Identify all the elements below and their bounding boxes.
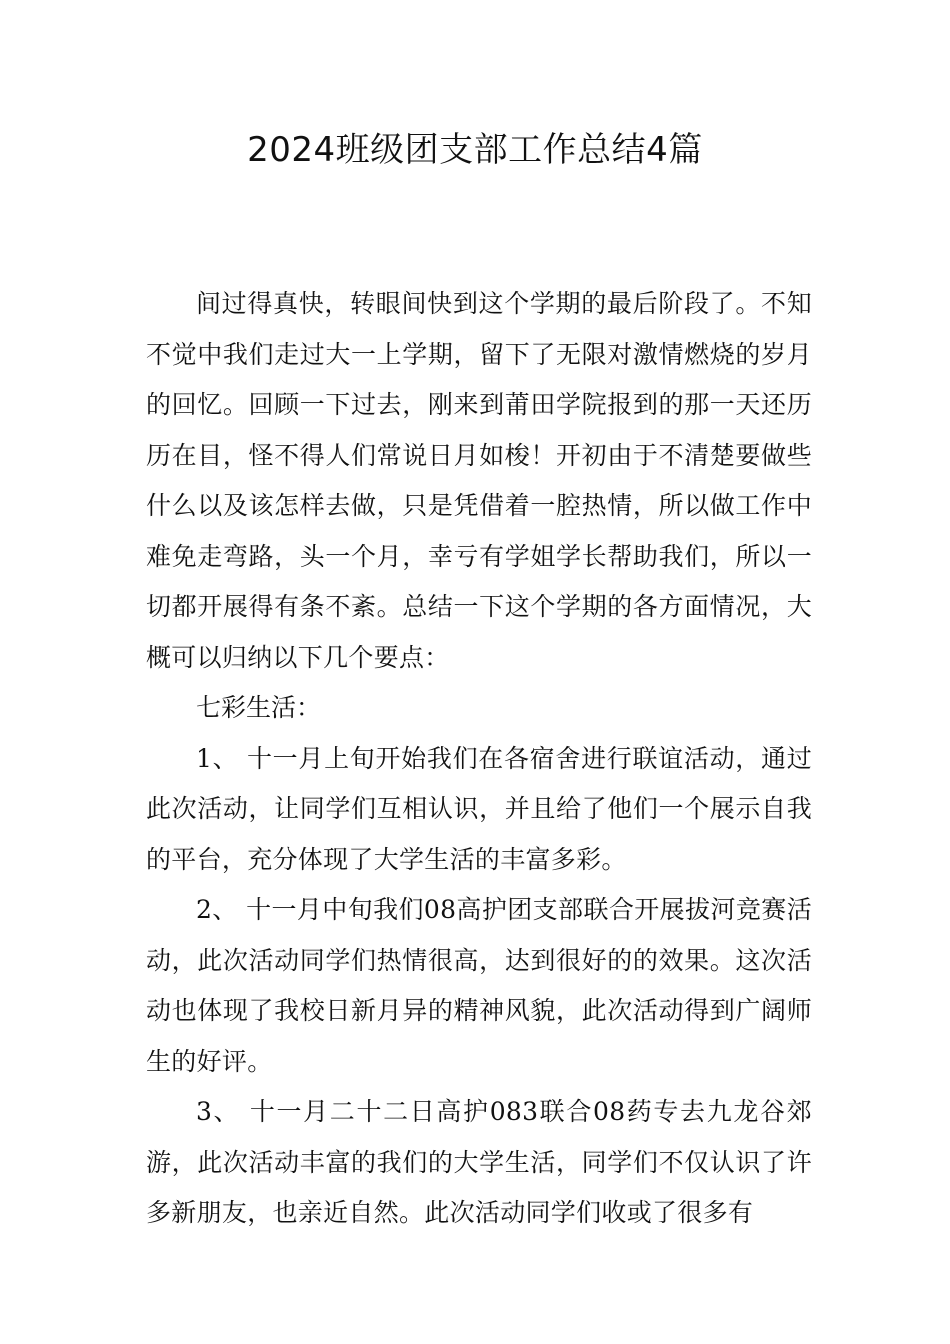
intro-paragraph: 间过得真快，转眼间快到这个学期的最后阶段了。不知不觉中我们走过大一上学期，留下了无限对激情燃烧的岁月的回忆。回顾一下过去，刚来到莆田学院报到的那一天还历历在目，怪不得人们常说日月如梭！开初由于不清楚要做些什么以及该怎样去做，只是凭借着一腔热情，所以做工作中难免走弯路，头一个月，幸亏有学姐学长帮助我们，所以一切都开展得有条不紊。总结一下这个学期的各方面情况，大概可以归纳以下几个要点： <box>146 289 812 672</box>
section-heading: 七彩生活： <box>196 693 322 722</box>
document-title: 2024班级团支部工作总结4篇 <box>247 130 703 170</box>
list-item-3: 3、 十一月二十二日高护083联合08药专去九龙谷郊游，此次活动丰富的我们的大学生活，同学们不仅认识了许多新朋友，也亲近自然。此次活动同学们收或了很多有 <box>146 1097 812 1227</box>
document-body <box>146 279 812 1239</box>
list-item-2: 2、 十一月中旬我们08高护团支部联合开展拔河竞赛活动，此次活动同学们热情很高，达到很好的的效果。这次活动也体现了我校日新月异的精神风貌，此次活动得到广阔师生的好评。 <box>146 895 812 1076</box>
list-item-1: 1、 十一月上旬开始我们在各宿舍进行联谊活动，通过此次活动，让同学们互相认识，并且给了他们一个展示自我的平台，充分体现了大学生活的丰富多彩。 <box>146 743 812 874</box>
